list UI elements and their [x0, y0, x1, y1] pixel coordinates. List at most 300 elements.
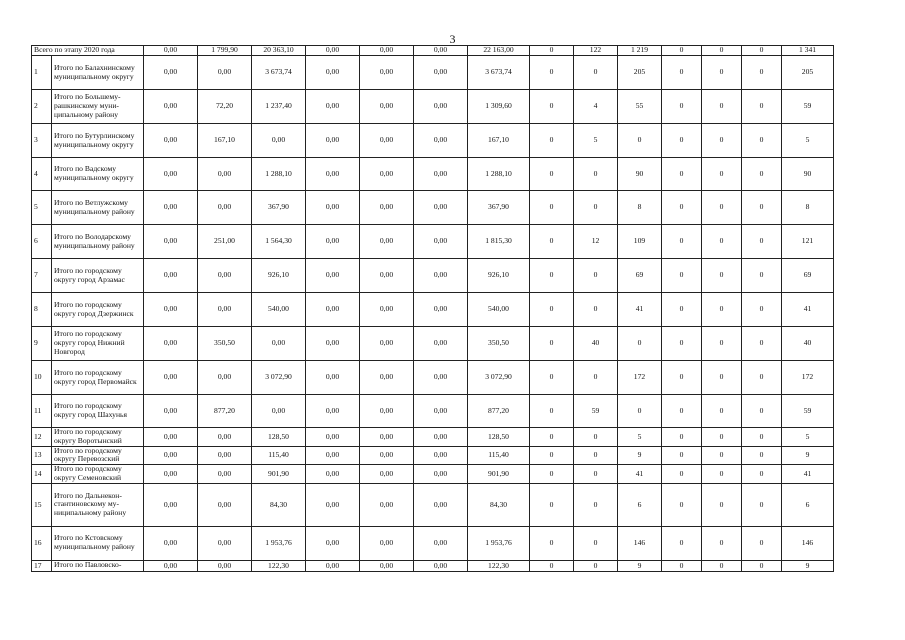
row-value: 0: [574, 465, 618, 484]
row-value: 0,00: [360, 158, 414, 191]
row-value: 0: [742, 428, 782, 447]
row-value: 41: [618, 465, 662, 484]
row-value: 0,00: [144, 259, 198, 293]
page-number: 3: [449, 32, 456, 46]
row-value: 115,40: [252, 446, 306, 465]
row-value: 0: [702, 395, 742, 428]
row-value: 9: [782, 446, 834, 465]
row-value: 0: [574, 56, 618, 90]
row-number: 3: [32, 124, 52, 158]
row-value: 0: [742, 526, 782, 560]
row-value: 84,30: [468, 483, 530, 526]
row-value: 0: [530, 395, 574, 428]
row-value: 0,00: [360, 483, 414, 526]
row-value: 0,00: [198, 158, 252, 191]
row-value: 90: [782, 158, 834, 191]
row-value: 0,00: [198, 361, 252, 395]
row-number: 7: [32, 259, 52, 293]
row-number: 16: [32, 526, 52, 560]
total-value: 1 219: [618, 46, 662, 56]
row-value: 128,50: [252, 428, 306, 447]
row-value: 0: [662, 259, 702, 293]
row-name: Итого по городскому округу Воротынский: [52, 428, 144, 447]
total-value: 1 341: [782, 46, 834, 56]
row-value: 0: [574, 293, 618, 327]
row-name: Итого по Вадскому муниципальному округу: [52, 158, 144, 191]
row-value: 0: [742, 483, 782, 526]
row-value: 69: [618, 259, 662, 293]
row-value: 115,40: [468, 446, 530, 465]
row-value: 0,00: [144, 428, 198, 447]
row-value: 69: [782, 259, 834, 293]
row-name: Итого по городскому округу город Нижний Новгород: [52, 327, 144, 361]
row-value: 901,90: [252, 465, 306, 484]
row-value: 0: [742, 560, 782, 571]
row-value: 0: [742, 191, 782, 225]
row-value: 55: [618, 90, 662, 124]
row-value: 1 288,10: [252, 158, 306, 191]
row-value: 0: [662, 428, 702, 447]
row-value: 0: [702, 225, 742, 259]
row-value: 0: [662, 560, 702, 571]
row-value: 0,00: [414, 191, 468, 225]
row-value: 0,00: [414, 90, 468, 124]
table-row: [32, 526, 834, 560]
row-value: 0: [574, 158, 618, 191]
row-value: 0: [530, 361, 574, 395]
row-number: 17: [32, 560, 52, 571]
total-value: 0: [742, 46, 782, 56]
row-value: 367,90: [252, 191, 306, 225]
row-value: 0: [702, 158, 742, 191]
row-number: 5: [32, 191, 52, 225]
row-number: 2: [32, 90, 52, 124]
row-value: 926,10: [468, 259, 530, 293]
row-value: 0: [530, 483, 574, 526]
row-value: 8: [782, 191, 834, 225]
row-value: 0: [574, 361, 618, 395]
total-value: 20 363,10: [252, 46, 306, 56]
row-name: Итого по городскому округу город Арзамас: [52, 259, 144, 293]
total-value: 122: [574, 46, 618, 56]
row-value: 877,20: [468, 395, 530, 428]
table-row: [32, 560, 834, 571]
total-label: Всего по этапу 2020 года: [32, 46, 144, 56]
row-value: 0: [530, 191, 574, 225]
row-value: 0,00: [144, 158, 198, 191]
row-value: 59: [782, 90, 834, 124]
row-value: 0,00: [144, 327, 198, 361]
row-value: 0,00: [414, 361, 468, 395]
row-value: 0,00: [306, 90, 360, 124]
row-value: 0: [702, 56, 742, 90]
row-value: 0,00: [360, 395, 414, 428]
row-value: 0,00: [414, 446, 468, 465]
row-value: 12: [574, 225, 618, 259]
row-value: 0: [742, 361, 782, 395]
row-value: 0,00: [360, 327, 414, 361]
allocation-table: [31, 45, 834, 572]
row-value: 9: [618, 446, 662, 465]
row-name: Итого по Большемурашкинскому муниципальному району: [52, 90, 144, 124]
row-name: Итого по Ветлужскому муниципальному району: [52, 191, 144, 225]
table-row: [32, 124, 834, 158]
row-value: 0: [530, 124, 574, 158]
row-value: 0: [574, 483, 618, 526]
row-value: 0,00: [306, 124, 360, 158]
row-value: 0,00: [414, 526, 468, 560]
table-row: [32, 90, 834, 124]
row-value: 0: [662, 191, 702, 225]
row-value: 350,50: [198, 327, 252, 361]
total-value: 0,00: [144, 46, 198, 56]
row-value: 0,00: [360, 560, 414, 571]
row-number: 13: [32, 446, 52, 465]
table-row: [32, 465, 834, 484]
row-number: 15: [32, 483, 52, 526]
total-value: 1 799,90: [198, 46, 252, 56]
row-value: 0: [530, 90, 574, 124]
row-value: 251,00: [198, 225, 252, 259]
row-value: 1 953,76: [252, 526, 306, 560]
row-value: 0,00: [306, 560, 360, 571]
total-value: 0: [530, 46, 574, 56]
row-value: 540,00: [468, 293, 530, 327]
row-value: 0,00: [306, 465, 360, 484]
row-name: Итого по городскому округу город Шахунья: [52, 395, 144, 428]
row-value: 0,00: [360, 465, 414, 484]
table-row: [32, 428, 834, 447]
row-value: 0: [662, 361, 702, 395]
row-value: 0,00: [306, 158, 360, 191]
row-value: 0: [742, 465, 782, 484]
row-value: 0: [530, 428, 574, 447]
row-value: 0,00: [414, 56, 468, 90]
row-number: 11: [32, 395, 52, 428]
table-row: [32, 56, 834, 90]
row-value: 0: [662, 225, 702, 259]
row-value: 0,00: [144, 361, 198, 395]
row-value: 0: [702, 191, 742, 225]
row-value: 0: [702, 446, 742, 465]
total-value: 0: [662, 46, 702, 56]
table-row: [32, 361, 834, 395]
row-value: 0,00: [144, 483, 198, 526]
row-value: 0,00: [360, 526, 414, 560]
row-value: 0,00: [414, 225, 468, 259]
total-value: 0: [702, 46, 742, 56]
row-value: 0,00: [414, 395, 468, 428]
row-value: 205: [618, 56, 662, 90]
row-value: 0,00: [144, 225, 198, 259]
row-name: Итого по Кстовскому муниципальному району: [52, 526, 144, 560]
row-value: 0: [530, 465, 574, 484]
row-value: 0: [702, 90, 742, 124]
row-value: 0: [662, 56, 702, 90]
row-value: 0: [702, 124, 742, 158]
row-value: 0: [530, 526, 574, 560]
row-value: 0,00: [414, 293, 468, 327]
row-number: 8: [32, 293, 52, 327]
row-value: 0: [618, 124, 662, 158]
row-value: 0: [702, 483, 742, 526]
row-value: 40: [782, 327, 834, 361]
row-value: 172: [618, 361, 662, 395]
row-value: 0,00: [360, 446, 414, 465]
row-value: 0,00: [306, 483, 360, 526]
row-value: 5: [782, 124, 834, 158]
total-value: 22 163,00: [468, 46, 530, 56]
row-value: 0,00: [198, 446, 252, 465]
row-value: 0: [702, 327, 742, 361]
row-value: 5: [574, 124, 618, 158]
row-value: 121: [782, 225, 834, 259]
row-value: 0: [574, 259, 618, 293]
row-value: 0: [574, 428, 618, 447]
row-value: 0: [702, 428, 742, 447]
row-value: 0,00: [360, 428, 414, 447]
row-value: 0: [742, 395, 782, 428]
row-value: 367,90: [468, 191, 530, 225]
row-value: 41: [782, 465, 834, 484]
row-value: 350,50: [468, 327, 530, 361]
row-value: 0,00: [360, 124, 414, 158]
row-name: Итого по Павловско-: [52, 560, 144, 571]
row-value: 0,00: [360, 90, 414, 124]
row-value: 0,00: [360, 56, 414, 90]
row-value: 0,00: [198, 465, 252, 484]
row-value: 3 673,74: [468, 56, 530, 90]
row-value: 0,00: [360, 225, 414, 259]
row-value: 3 072,90: [252, 361, 306, 395]
row-value: 1 288,10: [468, 158, 530, 191]
total-row: [32, 46, 834, 56]
row-value: 1 953,76: [468, 526, 530, 560]
row-value: 0: [702, 361, 742, 395]
row-value: 0,00: [306, 56, 360, 90]
row-value: 0: [530, 327, 574, 361]
row-value: 0,00: [360, 361, 414, 395]
total-value: 0,00: [414, 46, 468, 56]
row-value: 8: [618, 191, 662, 225]
row-value: 0: [662, 124, 702, 158]
row-value: 4: [574, 90, 618, 124]
row-value: 0: [574, 446, 618, 465]
row-value: 0: [530, 56, 574, 90]
row-value: 109: [618, 225, 662, 259]
row-number: 10: [32, 361, 52, 395]
row-number: 1: [32, 56, 52, 90]
row-value: 0: [530, 158, 574, 191]
row-value: 0: [742, 259, 782, 293]
row-value: 0,00: [144, 124, 198, 158]
row-value: 0: [662, 327, 702, 361]
row-value: 926,10: [252, 259, 306, 293]
row-name: Итого по Бутурлинскому муниципальному округу: [52, 124, 144, 158]
row-value: 172: [782, 361, 834, 395]
row-value: 72,20: [198, 90, 252, 124]
row-value: 0: [702, 560, 742, 571]
row-value: 0,00: [144, 191, 198, 225]
row-value: 0,00: [144, 293, 198, 327]
row-value: 1 309,60: [468, 90, 530, 124]
row-value: 0,00: [144, 560, 198, 571]
row-name: Итого по Володарскому муниципальному району: [52, 225, 144, 259]
row-value: 167,10: [198, 124, 252, 158]
table-row: [32, 259, 834, 293]
row-value: 59: [782, 395, 834, 428]
row-value: 0: [530, 560, 574, 571]
row-value: 0,00: [306, 225, 360, 259]
row-value: 0: [702, 465, 742, 484]
row-value: 0,00: [360, 191, 414, 225]
row-value: 0: [662, 158, 702, 191]
row-value: 0: [662, 293, 702, 327]
row-value: 0,00: [306, 293, 360, 327]
row-value: 0,00: [198, 428, 252, 447]
row-number: 6: [32, 225, 52, 259]
row-number: 9: [32, 327, 52, 361]
row-value: 1 564,30: [252, 225, 306, 259]
row-value: 0: [618, 395, 662, 428]
row-name: Итого по Дальнеконстантиновскому муниципальному району: [52, 483, 144, 526]
row-value: 0: [574, 526, 618, 560]
row-value: 0,00: [144, 395, 198, 428]
row-value: 0: [662, 526, 702, 560]
row-value: 0: [662, 90, 702, 124]
row-value: 41: [782, 293, 834, 327]
table-row: [32, 483, 834, 526]
row-value: 0: [742, 293, 782, 327]
table-row: [32, 191, 834, 225]
row-value: 0,00: [414, 465, 468, 484]
row-value: 0,00: [198, 560, 252, 571]
row-value: 0: [742, 90, 782, 124]
row-value: 0: [662, 446, 702, 465]
row-value: 0: [742, 158, 782, 191]
row-value: 0: [742, 446, 782, 465]
row-value: 0: [618, 327, 662, 361]
row-value: 0,00: [360, 259, 414, 293]
row-value: 0: [702, 293, 742, 327]
row-value: 0,00: [144, 526, 198, 560]
row-value: 1 237,40: [252, 90, 306, 124]
row-value: 0,00: [306, 446, 360, 465]
row-name: Итого по городскому округу Перевозский: [52, 446, 144, 465]
row-value: 0,00: [306, 361, 360, 395]
total-value: 0,00: [360, 46, 414, 56]
row-value: 6: [782, 483, 834, 526]
row-value: 146: [618, 526, 662, 560]
row-value: 901,90: [468, 465, 530, 484]
row-value: 0,00: [252, 327, 306, 361]
row-value: 0,00: [306, 259, 360, 293]
row-value: 0,00: [414, 327, 468, 361]
row-value: 0,00: [144, 90, 198, 124]
row-value: 0,00: [144, 56, 198, 90]
row-value: 167,10: [468, 124, 530, 158]
row-value: 9: [782, 560, 834, 571]
row-value: 0: [662, 465, 702, 484]
row-value: 0: [702, 526, 742, 560]
row-value: 0,00: [414, 158, 468, 191]
row-value: 3 673,74: [252, 56, 306, 90]
row-value: 6: [618, 483, 662, 526]
table-row: [32, 293, 834, 327]
row-value: 0,00: [414, 124, 468, 158]
row-value: 0: [742, 124, 782, 158]
row-value: 0,00: [252, 124, 306, 158]
row-value: 0,00: [306, 526, 360, 560]
row-value: 0,00: [198, 56, 252, 90]
row-value: 90: [618, 158, 662, 191]
row-value: 122,30: [252, 560, 306, 571]
row-value: 0,00: [198, 483, 252, 526]
row-value: 0: [702, 259, 742, 293]
table-row: [32, 395, 834, 428]
row-value: 1 815,30: [468, 225, 530, 259]
row-value: 0: [530, 225, 574, 259]
row-value: 0: [530, 259, 574, 293]
row-value: 0,00: [360, 293, 414, 327]
row-value: 40: [574, 327, 618, 361]
row-value: 877,20: [198, 395, 252, 428]
row-value: 0,00: [198, 259, 252, 293]
row-value: 0,00: [306, 395, 360, 428]
row-value: 0,00: [306, 327, 360, 361]
row-value: 0,00: [414, 560, 468, 571]
row-value: 41: [618, 293, 662, 327]
row-value: 0: [574, 191, 618, 225]
row-value: 5: [782, 428, 834, 447]
row-name: Итого по городскому округу город Первомайск: [52, 361, 144, 395]
row-value: 0,00: [198, 293, 252, 327]
row-value: 128,50: [468, 428, 530, 447]
row-value: 59: [574, 395, 618, 428]
row-value: 0: [742, 225, 782, 259]
row-value: 146: [782, 526, 834, 560]
row-value: 0: [742, 327, 782, 361]
row-value: 9: [618, 560, 662, 571]
total-value: 0,00: [306, 46, 360, 56]
row-value: 0: [530, 446, 574, 465]
row-name: Итого по городскому округу город Дзержинск: [52, 293, 144, 327]
row-value: 0,00: [198, 191, 252, 225]
row-value: 0: [574, 560, 618, 571]
row-name: Итого по городскому округу Семеновский: [52, 465, 144, 484]
row-value: 5: [618, 428, 662, 447]
row-value: 0: [530, 293, 574, 327]
row-value: 3 072,90: [468, 361, 530, 395]
row-number: 4: [32, 158, 52, 191]
row-value: 0,00: [306, 191, 360, 225]
table-row: [32, 158, 834, 191]
row-value: 0,00: [414, 259, 468, 293]
row-number: 12: [32, 428, 52, 447]
row-name: Итого по Балахнинскому муниципальному округу: [52, 56, 144, 90]
row-value: 0,00: [198, 526, 252, 560]
row-value: 0: [662, 483, 702, 526]
table-row: [32, 446, 834, 465]
row-value: 0: [742, 56, 782, 90]
row-value: 540,00: [252, 293, 306, 327]
row-value: 0,00: [414, 483, 468, 526]
row-value: 205: [782, 56, 834, 90]
row-value: 0,00: [144, 465, 198, 484]
table-row: [32, 327, 834, 361]
row-value: 0,00: [144, 446, 198, 465]
row-value: 84,30: [252, 483, 306, 526]
